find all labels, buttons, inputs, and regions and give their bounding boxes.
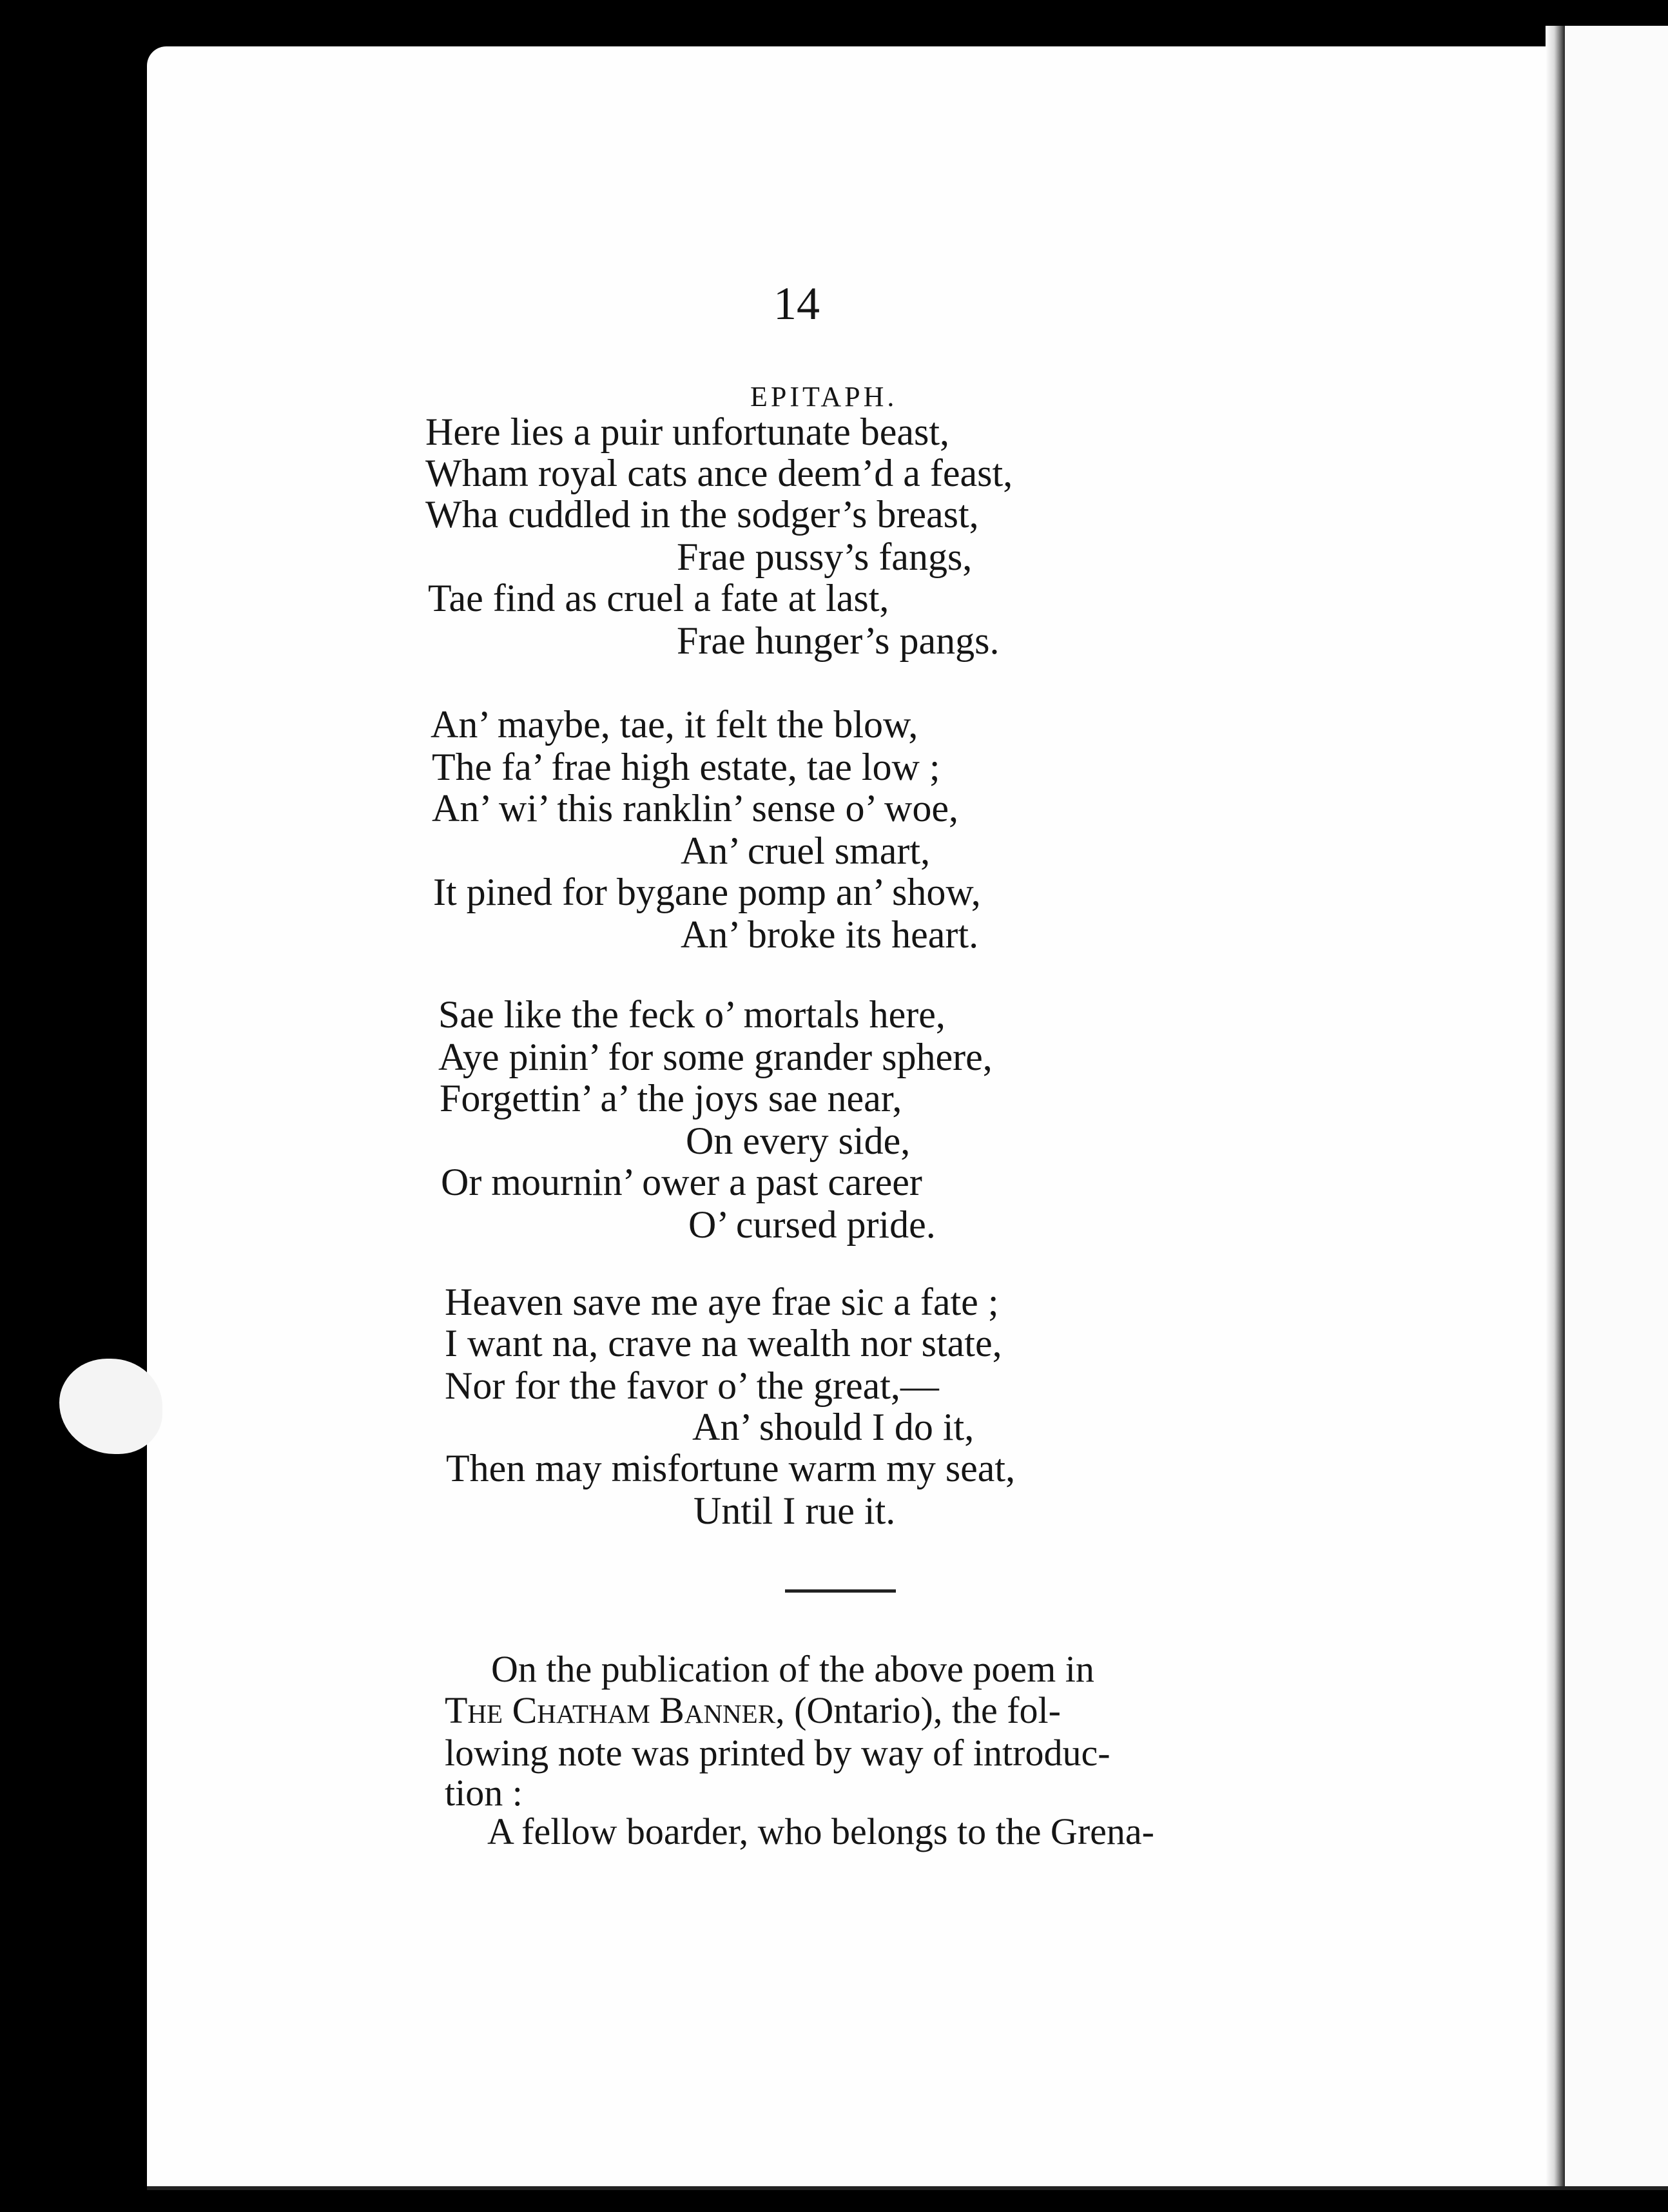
poem-line: Wha cuddled in the sodger’s breast, xyxy=(425,493,979,536)
note-line: On the publication of the above poem in xyxy=(491,1648,1094,1690)
poem-title: EPITAPH. xyxy=(750,381,898,412)
page-bottom-edge xyxy=(147,2186,1668,2190)
poem-line: O’ cursed pride. xyxy=(688,1203,936,1246)
page-number: 14 xyxy=(773,278,820,329)
poem-line: Here lies a puir unfortunate beast, xyxy=(425,411,950,453)
section-rule xyxy=(785,1589,896,1593)
note-text: , (Ontario), the fol- xyxy=(775,1689,1061,1731)
poem-line: The fa’ frae high estate, tae low ; xyxy=(432,746,940,788)
poem-line: An’ cruel smart, xyxy=(681,830,931,872)
note-line: tion : xyxy=(445,1772,523,1814)
note-line: lowing note was printed by way of introduc- xyxy=(445,1732,1110,1774)
poem-line: On every side, xyxy=(686,1120,911,1162)
poem-line: Heaven save me aye frae sic a fate ; xyxy=(445,1281,999,1323)
note-line: A fellow boarder, who belongs to the Grena- xyxy=(487,1810,1154,1852)
poem-line: Nor for the favor o’ the great,— xyxy=(445,1364,939,1407)
poem-line: Frae pussy’s fangs, xyxy=(677,536,973,578)
poem-line: Sae like the feck o’ mortals here, xyxy=(438,993,946,1036)
facing-page-edge xyxy=(1565,26,1668,2189)
poem-line: An’ maybe, tae, it felt the blow, xyxy=(431,703,918,746)
poem-line: Aye pinin’ for some grander sphere, xyxy=(438,1036,993,1078)
poem-line: Wham royal cats ance deem’d a feast, xyxy=(425,452,1013,494)
poem-line: Forgettin’ a’ the joys sae near, xyxy=(440,1077,902,1120)
poem-line: It pined for bygane pomp an’ show, xyxy=(433,871,981,913)
paper-stain xyxy=(59,1359,162,1454)
poem-line: Or mournin’ ower a past career xyxy=(441,1161,922,1203)
poem-line: An’ should I do it, xyxy=(692,1406,975,1448)
poem-line: Until I rue it. xyxy=(693,1489,896,1532)
poem-line: An’ broke its heart. xyxy=(681,913,979,956)
note-line xyxy=(445,1689,1061,1732)
poem-line: Then may misfortune warm my seat, xyxy=(446,1447,1016,1489)
poem-line: I want na, crave na wealth nor state, xyxy=(445,1322,1002,1364)
poem-line: Frae hunger’s pangs. xyxy=(677,619,1000,662)
poem-line: An’ wi’ this ranklin’ sense o’ woe, xyxy=(432,787,959,830)
page-gutter xyxy=(1546,26,1565,2189)
poem-line: Tae find as cruel a fate at last, xyxy=(428,577,889,619)
newspaper-title: The Chatham Banner xyxy=(445,1689,776,1731)
